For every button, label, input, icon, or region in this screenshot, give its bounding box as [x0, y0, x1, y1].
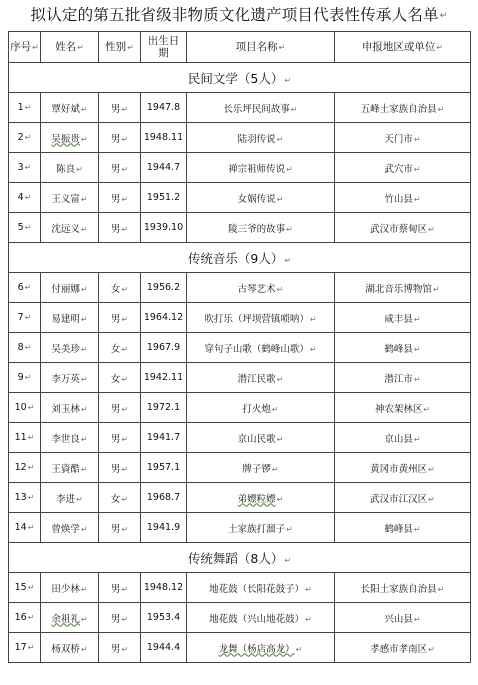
paragraph-mark-icon: ↵: [80, 584, 88, 594]
cell-region: 武汉市蔡甸区↵: [335, 213, 471, 243]
paragraph-mark-icon: ↵: [428, 224, 435, 234]
cell-project-name: 陵三爷的故事↵: [187, 213, 335, 243]
cell-index: 13↵: [9, 483, 41, 513]
paragraph-mark-icon: ↵: [121, 284, 129, 294]
cell-gender: 男↵: [99, 603, 141, 633]
cell-gender: 男↵: [99, 213, 141, 243]
cell-project-name: 女娲传说↵: [187, 183, 335, 213]
cell-name: 陈良↵: [41, 153, 99, 183]
paragraph-mark-icon: ↵: [284, 255, 292, 265]
cell-name: 杨双桥↵: [41, 633, 99, 663]
section-header-row: [9, 63, 471, 93]
cell-name: 刘玉林↵: [41, 393, 99, 423]
cell-birth-date: 1941.7: [141, 423, 187, 453]
paragraph-mark-icon: ↵: [121, 584, 129, 594]
paragraph-mark-icon: ↵: [27, 583, 35, 592]
section-header-row: [9, 243, 471, 273]
cell-gender: 女↵: [99, 483, 141, 513]
cell-index: 1↵: [9, 93, 41, 123]
cell-project-name: 地花鼓（长阳花鼓子）↵: [187, 573, 335, 603]
cell-gender: 男↵: [99, 453, 141, 483]
cell-gender: 男↵: [99, 183, 141, 213]
table-row: [9, 123, 471, 153]
header-name: 姓名↵: [41, 32, 99, 63]
paragraph-mark-icon: ↵: [24, 133, 32, 142]
paragraph-mark-icon: ↵: [309, 344, 317, 354]
paragraph-mark-icon: ↵: [76, 494, 83, 504]
cell-birth-date: 1956.2: [141, 273, 187, 303]
header-project-name: 项目名称↵: [187, 32, 335, 63]
header-region: 申报地区或单位↵: [335, 32, 471, 63]
paragraph-mark-icon: ↵: [80, 644, 88, 654]
paragraph-mark-icon: ↵: [413, 194, 421, 204]
cell-birth-date: 1942.11: [141, 363, 187, 393]
paragraph-mark-icon: ↵: [80, 224, 88, 234]
cell-birth-date: 1941.9: [141, 513, 187, 543]
cell-index: 7↵: [9, 303, 41, 333]
paragraph-mark-icon: ↵: [437, 584, 445, 594]
paragraph-mark-icon: ↵: [121, 494, 129, 504]
cell-birth-date: 1939.10: [141, 213, 187, 243]
cell-region: 兴山县↵: [335, 603, 471, 633]
cell-name: 李万英↵: [41, 363, 99, 393]
table-row: [9, 573, 471, 603]
cell-region: 鹤峰县↵: [335, 333, 471, 363]
table-row: [9, 633, 471, 663]
paragraph-mark-icon: ↵: [121, 644, 129, 654]
paragraph-mark-icon: ↵: [24, 343, 32, 352]
paragraph-mark-icon: ↵: [27, 463, 35, 472]
cell-name: 覃好斌↵: [41, 93, 99, 123]
cell-region: 天门市↵: [335, 123, 471, 153]
cell-project-name: 牌子锣↵: [187, 453, 335, 483]
cell-birth-date: 1944.4: [141, 633, 187, 663]
heritage-inheritor-table: [8, 31, 471, 663]
paragraph-mark-icon: ↵: [305, 614, 312, 624]
cell-index: 4↵: [9, 183, 41, 213]
cell-project-name: 禅宗祖师传说↵: [187, 153, 335, 183]
cell-region: 京山县↵: [335, 423, 471, 453]
header-gender: 性别↵: [99, 32, 141, 63]
cell-region: 孝感市孝南区↵: [335, 633, 471, 663]
cell-gender: 男↵: [99, 513, 141, 543]
cell-birth-date: 1948.12: [141, 573, 187, 603]
paragraph-mark-icon: ↵: [27, 433, 35, 442]
paragraph-mark-icon: ↵: [27, 643, 35, 652]
paragraph-mark-icon: ↵: [121, 104, 129, 114]
paragraph-mark-icon: ↵: [24, 223, 32, 232]
cell-name: 吴美珍↵: [41, 333, 99, 363]
section-title: 民间文学（5人）↵: [9, 63, 471, 93]
cell-name: 曾焕学↵: [41, 513, 99, 543]
paragraph-mark-icon: ↵: [80, 524, 88, 534]
cell-index: 9↵: [9, 363, 41, 393]
paragraph-mark-icon: ↵: [76, 164, 83, 174]
paragraph-mark-icon: ↵: [276, 134, 284, 144]
paragraph-mark-icon: ↵: [276, 434, 284, 444]
paragraph-mark-icon: ↵: [439, 10, 448, 21]
paragraph-mark-icon: ↵: [309, 314, 317, 324]
paragraph-mark-icon: ↵: [286, 524, 293, 534]
cell-project-name: 弟嫖粒嫖↵: [187, 483, 335, 513]
paragraph-mark-icon: ↵: [80, 374, 88, 384]
paragraph-mark-icon: ↵: [27, 403, 35, 412]
cell-name: 李进↵: [41, 483, 99, 513]
paragraph-mark-icon: ↵: [413, 164, 421, 174]
cell-gender: 男↵: [99, 93, 141, 123]
table-row: [9, 603, 471, 633]
paragraph-mark-icon: ↵: [27, 493, 35, 502]
table-row: [9, 393, 471, 423]
paragraph-mark-icon: ↵: [27, 613, 35, 622]
cell-name: 王义富↵: [41, 183, 99, 213]
cell-name: 余祖礼↵: [41, 603, 99, 633]
cell-index: 8↵: [9, 333, 41, 363]
paragraph-mark-icon: ↵: [121, 224, 129, 234]
paragraph-mark-icon: ↵: [428, 464, 435, 474]
cell-gender: 男↵: [99, 573, 141, 603]
paragraph-mark-icon: ↵: [80, 314, 88, 324]
cell-name: 沈远义↵: [41, 213, 99, 243]
cell-project-name: 龙舞（杨店高龙）↵: [187, 633, 335, 663]
cell-gender: 男↵: [99, 303, 141, 333]
table-row: [9, 363, 471, 393]
cell-gender: 男↵: [99, 123, 141, 153]
cell-region: 武汉市江汉区↵: [335, 483, 471, 513]
paragraph-mark-icon: ↵: [271, 464, 279, 474]
table-row: [9, 213, 471, 243]
cell-region: 五峰土家族自治县↵: [335, 93, 471, 123]
paragraph-mark-icon: ↵: [276, 194, 284, 204]
paragraph-mark-icon: ↵: [121, 344, 129, 354]
section-title: 传统音乐（9人）↵: [9, 243, 471, 273]
paragraph-mark-icon: ↵: [437, 104, 445, 114]
paragraph-mark-icon: ↵: [428, 644, 435, 654]
cell-index: 2↵: [9, 123, 41, 153]
paragraph-mark-icon: ↵: [413, 134, 421, 144]
cell-gender: 男↵: [99, 633, 141, 663]
paragraph-mark-icon: ↵: [428, 494, 435, 504]
cell-project-name: 潜江民歌↵: [187, 363, 335, 393]
cell-index: 12↵: [9, 453, 41, 483]
cell-birth-date: 1964.12: [141, 303, 187, 333]
paragraph-mark-icon: ↵: [295, 644, 303, 654]
table-row: [9, 153, 471, 183]
cell-index: 3↵: [9, 153, 41, 183]
paragraph-mark-icon: ↵: [413, 524, 421, 534]
paragraph-mark-icon: ↵: [121, 164, 129, 174]
cell-index: 11↵: [9, 423, 41, 453]
cell-index: 5↵: [9, 213, 41, 243]
paragraph-mark-icon: ↵: [284, 75, 292, 85]
cell-region: 鹤峰县↵: [335, 513, 471, 543]
cell-birth-date: 1944.7: [141, 153, 187, 183]
cell-index: 16↵: [9, 603, 41, 633]
paragraph-mark-icon: ↵: [121, 404, 129, 414]
paragraph-mark-icon: ↵: [80, 284, 88, 294]
cell-birth-date: 1947.8: [141, 93, 187, 123]
table-row: [9, 183, 471, 213]
paragraph-mark-icon: ↵: [121, 614, 129, 624]
cell-name: 易建明↵: [41, 303, 99, 333]
paragraph-mark-icon: ↵: [24, 283, 32, 292]
cell-region: 长阳土家族自治县↵: [335, 573, 471, 603]
cell-name: 李世良↵: [41, 423, 99, 453]
cell-index: 14↵: [9, 513, 41, 543]
table-row: [9, 303, 471, 333]
paragraph-mark-icon: ↵: [413, 434, 421, 444]
paragraph-mark-icon: ↵: [24, 313, 32, 322]
table-row: [9, 93, 471, 123]
cell-name: 田少林↵: [41, 573, 99, 603]
table-row: [9, 273, 471, 303]
cell-project-name: 打火炮↵: [187, 393, 335, 423]
paragraph-mark-icon: ↵: [423, 404, 431, 414]
header-birth-date: 出生日期: [141, 32, 187, 63]
cell-region: 竹山县↵: [335, 183, 471, 213]
cell-project-name: 古琴艺术↵: [187, 273, 335, 303]
paragraph-mark-icon: ↵: [121, 524, 129, 534]
paragraph-mark-icon: ↵: [276, 284, 284, 294]
paragraph-mark-icon: ↵: [121, 434, 129, 444]
paragraph-mark-icon: ↵: [432, 284, 440, 294]
document-title: [0, 0, 478, 30]
cell-project-name: 陆羽传说↵: [187, 123, 335, 153]
paragraph-mark-icon: ↵: [286, 164, 293, 174]
table-header-row: [9, 32, 471, 63]
cell-project-name: 京山民歌↵: [187, 423, 335, 453]
cell-gender: 女↵: [99, 333, 141, 363]
cell-index: 17↵: [9, 633, 41, 663]
section-header-row: [9, 543, 471, 573]
paragraph-mark-icon: ↵: [276, 374, 284, 384]
table-row: [9, 513, 471, 543]
cell-birth-date: 1951.2: [141, 183, 187, 213]
paragraph-mark-icon: ↵: [121, 314, 129, 324]
cell-gender: 男↵: [99, 393, 141, 423]
paragraph-mark-icon: ↵: [80, 194, 88, 204]
cell-birth-date: 1972.1: [141, 393, 187, 423]
cell-birth-date: 1967.9: [141, 333, 187, 363]
paragraph-mark-icon: ↵: [413, 344, 421, 354]
cell-project-name: 穿句子山歌（鹤峰山歌）↵: [187, 333, 335, 363]
cell-gender: 男↵: [99, 423, 141, 453]
cell-project-name: 地花鼓（兴山地花鼓）↵: [187, 603, 335, 633]
paragraph-mark-icon: ↵: [413, 314, 421, 324]
cell-birth-date: 1957.1: [141, 453, 187, 483]
paragraph-mark-icon: ↵: [121, 194, 129, 204]
paragraph-mark-icon: ↵: [413, 374, 421, 384]
cell-gender: 男↵: [99, 153, 141, 183]
cell-gender: 女↵: [99, 363, 141, 393]
paragraph-mark-icon: ↵: [121, 374, 129, 384]
paragraph-mark-icon: ↵: [24, 373, 32, 382]
cell-gender: 女↵: [99, 273, 141, 303]
paragraph-mark-icon: ↵: [24, 103, 32, 112]
paragraph-mark-icon: ↵: [121, 464, 129, 474]
table-row: [9, 423, 471, 453]
table-row: [9, 453, 471, 483]
cell-region: 咸丰县↵: [335, 303, 471, 333]
cell-region: 黄冈市黄州区↵: [335, 453, 471, 483]
paragraph-mark-icon: ↵: [80, 464, 88, 474]
paragraph-mark-icon: ↵: [413, 614, 421, 624]
cell-index: 15↵: [9, 573, 41, 603]
paragraph-mark-icon: ↵: [24, 193, 32, 202]
paragraph-mark-icon: ↵: [24, 163, 32, 172]
cell-region: 湖北音乐博物馆↵: [335, 273, 471, 303]
cell-project-name: 长乐坪民间故事↵: [187, 93, 335, 123]
paragraph-mark-icon: ↵: [290, 104, 298, 114]
paragraph-mark-icon: ↵: [80, 104, 88, 114]
section-title: 传统舞蹈（8人）↵: [9, 543, 471, 573]
cell-birth-date: 1968.7: [141, 483, 187, 513]
paragraph-mark-icon: ↵: [80, 404, 88, 414]
cell-name: 吴振贵↵: [41, 123, 99, 153]
paragraph-mark-icon: ↵: [271, 404, 279, 414]
paragraph-mark-icon: ↵: [80, 434, 88, 444]
cell-project-name: 土家族打溜子↵: [187, 513, 335, 543]
paragraph-mark-icon: ↵: [80, 344, 88, 354]
cell-region: 武穴市↵: [335, 153, 471, 183]
cell-project-name: 吹打乐（坪坝营镇唢呐）↵: [187, 303, 335, 333]
cell-index: 6↵: [9, 273, 41, 303]
cell-name: 付丽娜↵: [41, 273, 99, 303]
cell-region: 神农架林区↵: [335, 393, 471, 423]
cell-region: 潜江市↵: [335, 363, 471, 393]
cell-name: 王資酷↵: [41, 453, 99, 483]
paragraph-mark-icon: ↵: [305, 584, 312, 594]
paragraph-mark-icon: ↵: [80, 134, 88, 144]
paragraph-mark-icon: ↵: [284, 555, 292, 565]
paragraph-mark-icon: ↵: [27, 523, 35, 532]
paragraph-mark-icon: ↵: [286, 224, 293, 234]
cell-index: 10↵: [9, 393, 41, 423]
cell-birth-date: 1948.11: [141, 123, 187, 153]
table-row: [9, 483, 471, 513]
title-text: 拟认定的第五批省级非物质文化遗产项目代表性传承人名单: [30, 6, 439, 24]
paragraph-mark-icon: ↵: [80, 614, 88, 624]
header-index: 序号↵: [9, 32, 41, 63]
cell-birth-date: 1953.4: [141, 603, 187, 633]
paragraph-mark-icon: ↵: [121, 134, 129, 144]
table-row: [9, 333, 471, 363]
paragraph-mark-icon: ↵: [276, 494, 284, 504]
